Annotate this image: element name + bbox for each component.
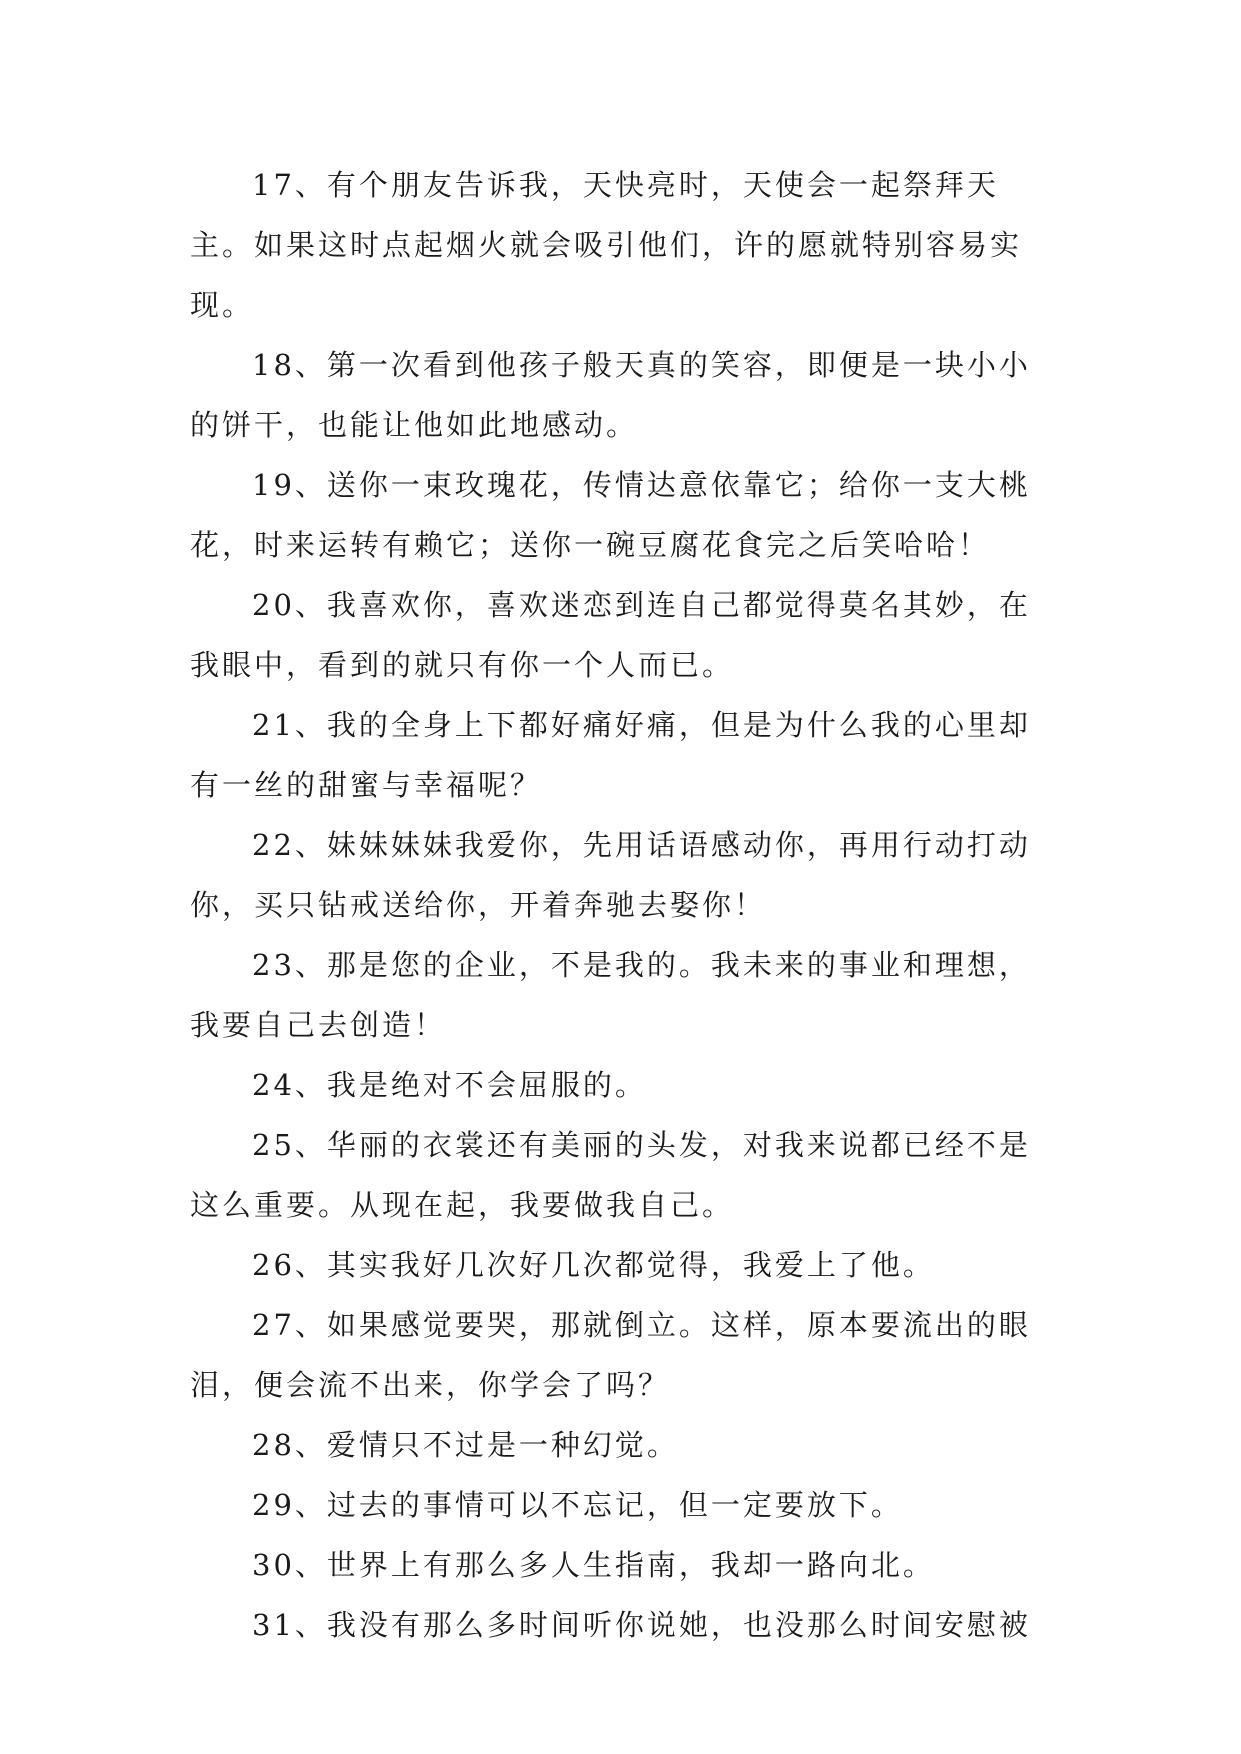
paragraph-25: 25、华丽的衣裳还有美丽的头发，对我来说都已经不是这么重要。从现在起，我要做我自己。 <box>190 1128 1031 1222</box>
paragraph-19: 19、送你一束玫瑰花，传情达意依靠它；给你一支大桃花，时来运转有赖它；送你一碗豆腐花食完之后笑哈哈！ <box>190 468 1031 562</box>
paragraph-29: 29、过去的事情可以不忘记，但一定要放下。 <box>252 1488 903 1522</box>
paragraph-20: 20、我喜欢你，喜欢迷恋到连自己都觉得莫名其妙，在我眼中，看到的就只有你一个人而已。 <box>190 588 1031 682</box>
paragraph-26: 26、其实我好几次好几次都觉得，我爱上了他。 <box>252 1248 935 1282</box>
paragraph-23: 23、那是您的企业，不是我的。我未来的事业和理想，我要自己去创造！ <box>190 948 1031 1042</box>
paragraph-30: 30、世界上有那么多人生指南，我却一路向北。 <box>252 1548 935 1582</box>
paragraph-27: 27、如果感觉要哭，那就倒立。这样，原本要流出的眼泪，便会流不出来，你学会了吗？ <box>190 1308 1031 1402</box>
paragraph-22: 22、妹妹妹妹我爱你，先用话语感动你，再用行动打动你，买只钻戒送给你，开着奔驰去娶你！ <box>190 828 1031 922</box>
body-text <box>190 155 1050 1655</box>
paragraph-28: 28、爱情只不过是一种幻觉。 <box>252 1428 679 1462</box>
paragraph-24: 24、我是绝对不会屈服的。 <box>252 1068 647 1102</box>
paragraph-21: 21、我的全身上下都好痛好痛，但是为什么我的心里却有一丝的甜蜜与幸福呢？ <box>190 708 1031 802</box>
paragraph-31: 31、我没有那么多时间听你说她，也没那么时间安慰被 <box>252 1608 1031 1642</box>
paragraph-18: 18、第一次看到他孩子般天真的笑容，即便是一块小小的饼干，也能让他如此地感动。 <box>190 348 1031 442</box>
paragraph-17: 17、有个朋友告诉我，天快亮时，天使会一起祭拜天主。如果这时点起烟火就会吸引他们，许的愿就特别容易实现。 <box>190 168 1023 322</box>
